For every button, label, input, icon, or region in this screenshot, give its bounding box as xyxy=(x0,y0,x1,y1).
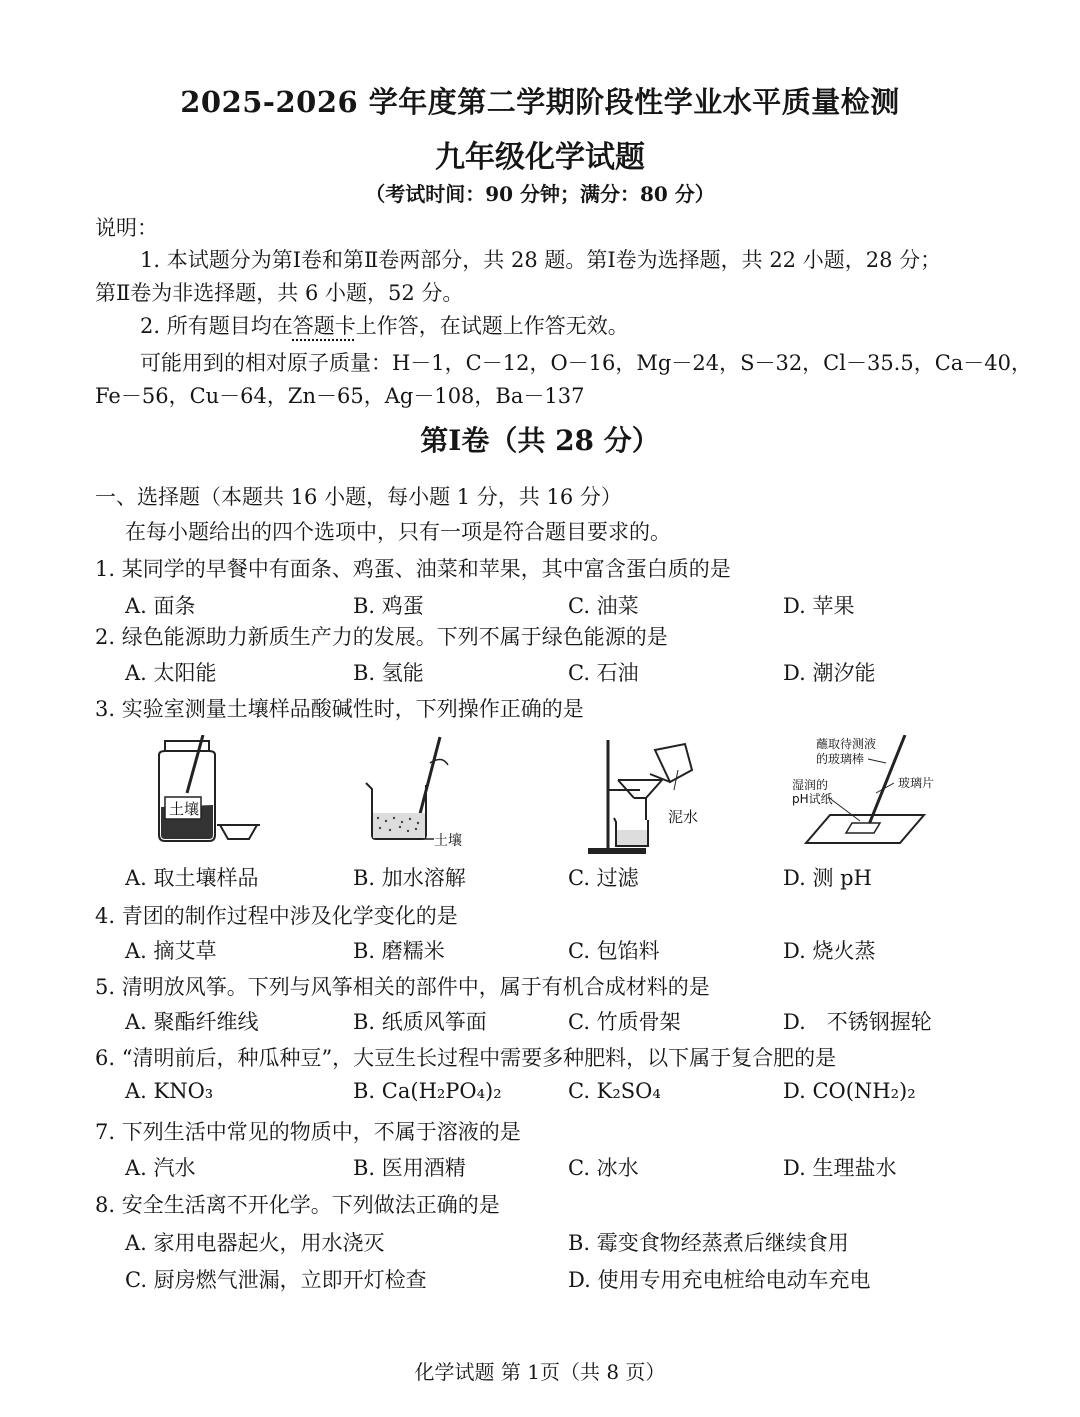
question-7-option-c: C. 冰水 xyxy=(568,1156,639,1180)
part-note: 在每小题给出的四个选项中，只有一项是符合题目要求的。 xyxy=(125,520,671,544)
question-8-stem: 8. 安全生活离不开化学。下列做法正确的是 xyxy=(95,1193,500,1217)
figure-a-take-soil-sample xyxy=(145,735,275,850)
figure-a-label: 土壤 xyxy=(169,800,200,818)
instructions-label: 说明： xyxy=(95,216,158,240)
exam-subtitle: 九年级化学试题 xyxy=(435,140,645,175)
question-7-stem: 7. 下列生活中常见的物质中，不属于溶液的是 xyxy=(95,1120,521,1144)
question-7-option-b: B. 医用酒精 xyxy=(353,1156,466,1180)
question-3-stem: 3. 实验室测量土壤样品酸碱性时，下列操作正确的是 xyxy=(95,697,584,721)
question-4-option-b: B. 磨糯米 xyxy=(353,939,445,963)
question-6-option-b: B. Ca(H₂PO₄)₂ xyxy=(353,1079,502,1103)
atomic-masses-line-1: 可能用到的相对原子质量：H－1，C－12，O－16，Mg－24，S－32，Cl－35.5，Ca－40， xyxy=(140,351,1033,375)
question-5-option-c: C. 竹质骨架 xyxy=(568,1010,681,1034)
exam-title: 2025-2026 学年度第二学期阶段性学业水平质量检测 xyxy=(180,85,900,119)
question-6-option-a: A. KNO₃ xyxy=(125,1079,214,1103)
instruction-line-1b: 第Ⅱ卷为非选择题，共 6 小题，52 分。 xyxy=(95,281,464,305)
question-5-option-b: B. 纸质风筝面 xyxy=(353,1010,487,1034)
question-3-option-a: A. 取土壤样品 xyxy=(125,866,259,890)
question-7-option-a: A. 汽水 xyxy=(125,1156,196,1180)
question-4-option-d: D. 烧火蒸 xyxy=(783,939,876,963)
figure-d-measure-ph xyxy=(790,735,950,850)
figure-c-filtration xyxy=(580,730,720,860)
atomic-masses-line-2: Fe－56，Cu－64，Zn－65，Ag－108，Ba－137 xyxy=(95,384,585,408)
question-1-option-d: D. 苹果 xyxy=(783,594,855,618)
question-3-option-c: C. 过滤 xyxy=(568,866,639,890)
question-2-option-a: A. 太阳能 xyxy=(125,661,217,685)
figure-d-label-1: 蘸取待测液 xyxy=(816,737,877,751)
question-6-option-d: D. CO(NH₂)₂ xyxy=(783,1079,916,1103)
question-6-stem: 6. “清明前后，种瓜种豆”，大豆生长过程中需要多种肥料，以下属于复合肥的是 xyxy=(95,1046,837,1070)
instruction-line-2-emphasis: 答题卡 xyxy=(292,314,356,338)
question-2-option-b: B. 氢能 xyxy=(353,661,424,685)
question-5-option-d: D. 不锈钢握轮 xyxy=(783,1010,932,1034)
question-8-option-c: C. 厨房燃气泄漏，立即开灯检查 xyxy=(125,1268,427,1292)
question-1-option-b: B. 鸡蛋 xyxy=(353,594,424,618)
instruction-line-2 xyxy=(140,310,629,340)
question-6-option-c: C. K₂SO₄ xyxy=(568,1079,661,1103)
page-footer: 化学试题 第 1页（共 8 页） xyxy=(414,1360,666,1384)
figure-b-label: 土壤 xyxy=(434,833,462,849)
section-title: 第Ⅰ卷（共 28 分） xyxy=(420,424,660,457)
question-2-option-d: D. 潮汐能 xyxy=(783,661,876,685)
question-8-option-b: B. 霉变食物经蒸煮后继续食用 xyxy=(568,1231,849,1255)
question-1-stem: 1. 某同学的早餐中有面条、鸡蛋、油菜和苹果，其中富含蛋白质的是 xyxy=(95,557,731,581)
question-2-option-c: C. 石油 xyxy=(568,661,639,685)
figure-d-label-4: pH试纸 xyxy=(792,792,833,806)
exam-info: （考试时间：90 分钟；满分：80 分） xyxy=(365,182,715,206)
part-heading: 一、选择题（本题共 16 小题，每小题 1 分，共 16 分） xyxy=(95,485,622,509)
instruction-line-2-pre: 2. 所有题目均在 xyxy=(140,314,293,338)
question-3-option-b: B. 加水溶解 xyxy=(353,866,466,890)
instruction-line-2-post: 上作答，在试题上作答无效。 xyxy=(355,314,629,338)
question-8-option-a: A. 家用电器起火，用水浇灭 xyxy=(125,1231,385,1255)
question-5-stem: 5. 清明放风筝。下列与风筝相关的部件中，属于有机合成材料的是 xyxy=(95,975,710,999)
figure-c-label: 泥水 xyxy=(668,808,699,826)
figure-d-label-5: 玻璃片 xyxy=(898,776,935,790)
instruction-line-1: 1. 本试题分为第Ⅰ卷和第Ⅱ卷两部分，共 28 题。第Ⅰ卷为选择题，共 22 小题，28 分； xyxy=(140,248,942,272)
question-7-option-d: D. 生理盐水 xyxy=(783,1156,897,1180)
question-2-stem: 2. 绿色能源助力新质生产力的发展。下列不属于绿色能源的是 xyxy=(95,625,668,649)
question-3-option-d: D. 测 pH xyxy=(783,866,872,890)
question-4-stem: 4. 青团的制作过程中涉及化学变化的是 xyxy=(95,904,458,928)
question-1-option-c: C. 油菜 xyxy=(568,594,639,618)
figure-b-add-water-dissolve xyxy=(360,735,480,850)
figure-d-label-2: 的玻璃棒 xyxy=(816,752,865,766)
question-1-option-a: A. 面条 xyxy=(125,594,196,618)
figure-d-label-3: 湿润的 xyxy=(792,778,829,792)
question-8-option-d: D. 使用专用充电桩给电动车充电 xyxy=(568,1268,871,1292)
question-4-option-a: A. 摘艾草 xyxy=(125,939,217,963)
question-5-option-a: A. 聚酯纤维线 xyxy=(125,1010,259,1034)
question-4-option-c: C. 包馅料 xyxy=(568,939,660,963)
